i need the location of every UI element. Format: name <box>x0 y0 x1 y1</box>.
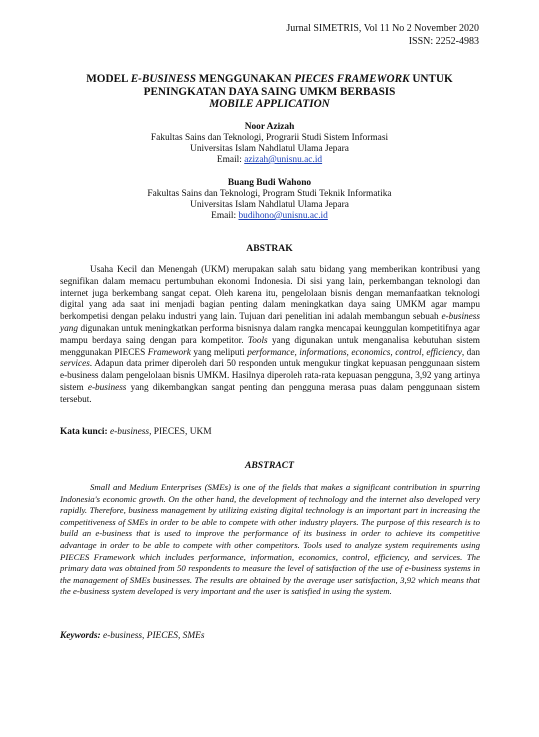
title-line-3: MOBILE APPLICATION <box>209 98 330 110</box>
author-university: Universitas Islam Nahdlatul Ulama Jepara <box>190 200 349 210</box>
author-affiliation: Fakultas Sains dan Teknologi, Program Studi Teknik Informatika <box>147 189 392 199</box>
abstract-title: ABSTRACT <box>244 460 295 471</box>
abstract-keywords: Keywords: e-business, PIECES, SMEs <box>60 631 205 641</box>
paper-title <box>60 73 479 111</box>
author-name: Buang Budi Wahono <box>227 178 312 188</box>
author-email-link[interactable]: azizah@unisnu.ac.id <box>244 155 323 165</box>
abstract-paragraph: Small and Medium Enterprises (SMEs) is one of the fields that makes a significant contribution in spurring Indonesia's economic growth. On the other hand, the development of technology and the internet also developed very rapidly. Therefore, business management by utilizing existing digital technology is an important part in increasing the competitiveness of SMEs in order to be able to compete with other industry players. The purpose of this research is to build an e-business that is used to improve the performance of its business in order to achieve its competitive advantage in order to be able to compete with other competitors. Tools used to analyze system requirements using PIECES Framework which includes performance, information, economics, control, efficiency, and services. The primary data was obtained from 50 respondents to measure the level of satisfaction of the use of e-business systems in the management of SMEs businesses. The results are obtained by the average user satisfaction, 3,92 which means that the e-business system developed is very important and the user is satisfied in using the system. <box>60 482 480 597</box>
keywords-label: Keywords: <box>60 631 101 641</box>
abstrak-keywords: Kata kunci: e-business, PIECES, UKM <box>60 427 212 437</box>
author-email-line: Email: azizah@unisnu.ac.id <box>216 155 323 165</box>
journal-issn: ISSN: 2252-4983 <box>408 36 479 47</box>
abstrak-paragraph: Usaha Kecil dan Menengah (UKM) merupakan salah satu bidang yang memberikan kontribusi yang segnifikan dalam memacu pertumbuhan ekonomi Indonesia. Di sisi yang lain, perkembangan teknologi dan internet juga berkembang sangat cepat. Oleh karena itu, pengelolaan bisnis dengan memanfaatkan teknologi digital yang ada saat ini menjadi bagian penting dalam meningkatkan daya saing UMKM agar mampu berkompetisi dengan pelaku industri yang lain. Tujuan dari penelitian ini adalah membangun sebuah e-business yang digunakan untuk meningkatkan performa bisnisnya dalam rangka mencapai keunggulan kompetitifnya agar mampu berdaya saing dengan para kompetitor. Tools yang digunakan untuk menganalisa kebutuhan sistem menggunakan PIECES Framework yang meliputi performance, informations, economics, control, efficiency, dan services. Adapun data primer diperoleh dari 50 responden untuk mengukur tingkat kepuasan penggunaan sistem e-business dalam pengelolaan bisnis UMKM. Hasilnya diperoleh rata-rata kepuasan pengguna, 3,92 yang artinya sistem e-business yang dikembangkan sangat penting dan pengguna merasa puas dalam penggunaan sistem tersebut. <box>60 265 480 405</box>
keywords-label: Kata kunci: <box>60 427 108 437</box>
title-line-1: MODEL E-BUSINESS MENGGUNAKAN PIECES FRAMEWORK UNTUK <box>86 73 453 85</box>
journal-name: Jurnal SIMETRIS, Vol 11 No 2 November 2020 <box>286 23 479 34</box>
abstrak-title: ABSTRAK <box>246 243 293 254</box>
author-university: Universitas Islam Nahdlatul Ulama Jepara <box>190 144 349 154</box>
journal-header <box>286 22 479 48</box>
author-email-line: Email: budihono@unisnu.ac.id <box>211 211 328 221</box>
author-email-link[interactable]: budihono@unisnu.ac.id <box>238 211 328 221</box>
author-block-2 <box>60 178 479 222</box>
author-block-1 <box>60 122 479 166</box>
author-name: Noor Azizah <box>244 122 295 132</box>
title-line-2: PENINGKATAN DAYA SAING UMKM BERBASIS <box>143 85 396 98</box>
author-affiliation: Fakultas Sains dan Teknologi, Prograrii Studi Sistem Informasi <box>150 133 389 143</box>
